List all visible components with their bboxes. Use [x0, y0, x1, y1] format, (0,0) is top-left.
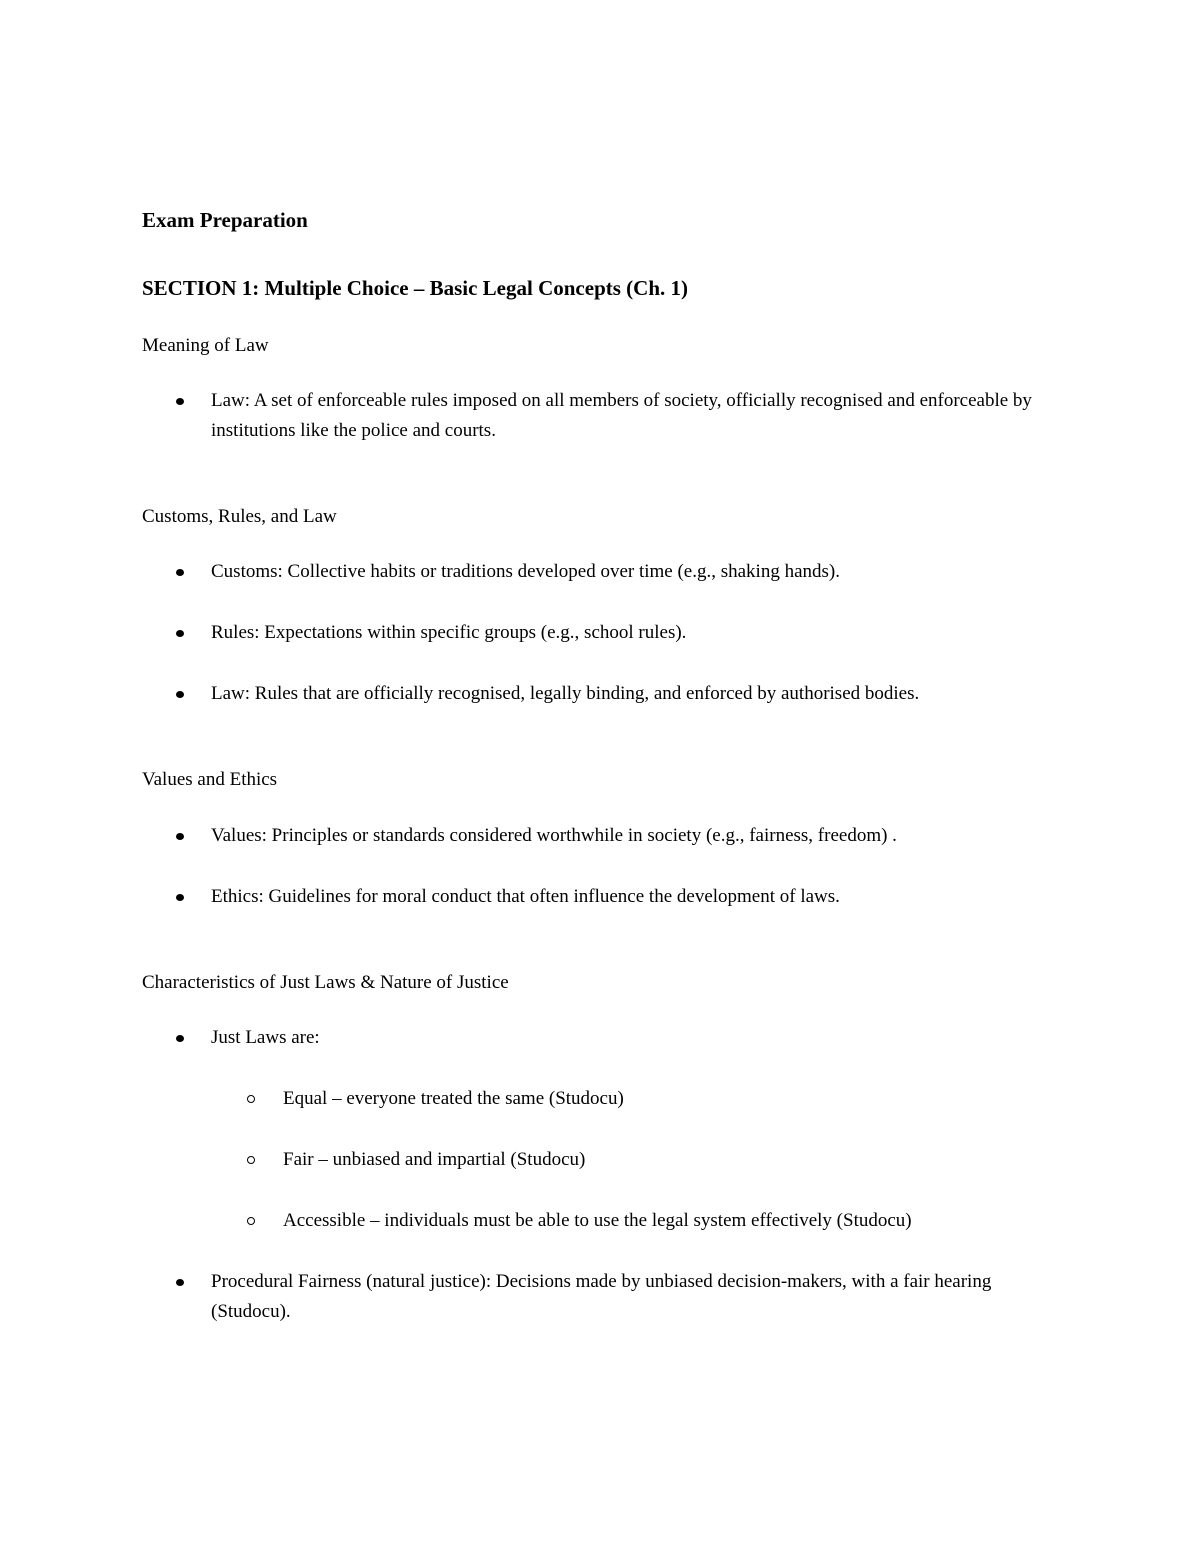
bullet-icon	[176, 1279, 184, 1286]
hollow-bullet-icon	[247, 1095, 255, 1103]
sub-list-item	[283, 1145, 1063, 1175]
list-item-text: Rules: Expectations within specific groups (e.g., school rules).	[211, 622, 687, 643]
sub-list-item-text: Equal – everyone treated the same (Studocu)	[283, 1088, 624, 1109]
list-item-text: Ethics: Guidelines for moral conduct that often influence the development of laws.	[211, 886, 840, 907]
sub-list-item-text: Fair – unbiased and impartial (Studocu)	[283, 1149, 586, 1170]
subheading-meaning-of-law: Meaning of Law	[142, 335, 269, 356]
bullet-icon	[176, 833, 184, 840]
subheading-just-laws: Characteristics of Just Laws & Nature of Justice	[142, 972, 509, 993]
list-item	[211, 618, 1051, 648]
list-item	[211, 1267, 1051, 1327]
list-item	[211, 821, 1051, 851]
bullet-icon	[176, 569, 184, 576]
list-item	[211, 557, 1051, 587]
list-item	[211, 386, 1051, 446]
list-item-text: Values: Principles or standards considered worthwhile in society (e.g., fairness, freedom) .	[211, 825, 897, 846]
bullet-icon	[176, 691, 184, 698]
sub-list-item	[283, 1206, 1063, 1236]
list-item	[211, 1023, 1051, 1053]
sub-list-item-text: Accessible – individuals must be able to use the legal system effectively (Studocu)	[283, 1210, 912, 1231]
list-item-text: Law: A set of enforceable rules imposed on all members of society, officially recognised and enforceable by institutions like the police and courts.	[211, 390, 1032, 441]
list-item-text: Law: Rules that are officially recognised, legally binding, and enforced by authorised bodies.	[211, 683, 920, 704]
subheading-customs-rules-law: Customs, Rules, and Law	[142, 506, 337, 527]
bullet-icon	[176, 1035, 184, 1042]
sub-list-item	[283, 1084, 1063, 1114]
list-item	[211, 882, 1051, 912]
hollow-bullet-icon	[247, 1217, 255, 1225]
hollow-bullet-icon	[247, 1156, 255, 1164]
list-item-text: Customs: Collective habits or traditions developed over time (e.g., shaking hands).	[211, 561, 840, 582]
list-item	[211, 679, 1051, 709]
subheading-values-ethics: Values and Ethics	[142, 769, 278, 790]
list-item-text: Procedural Fairness (natural justice): Decisions made by unbiased decision-makers, with a fair hearing (Studocu).	[211, 1271, 992, 1322]
bullet-icon	[176, 630, 184, 637]
document-title: Exam Preparation	[142, 208, 308, 232]
section-heading: SECTION 1: Multiple Choice – Basic Legal Concepts (Ch. 1)	[142, 276, 688, 300]
list-item-text: Just Laws are:	[211, 1027, 320, 1048]
bullet-icon	[176, 398, 184, 405]
bullet-icon	[176, 894, 184, 901]
